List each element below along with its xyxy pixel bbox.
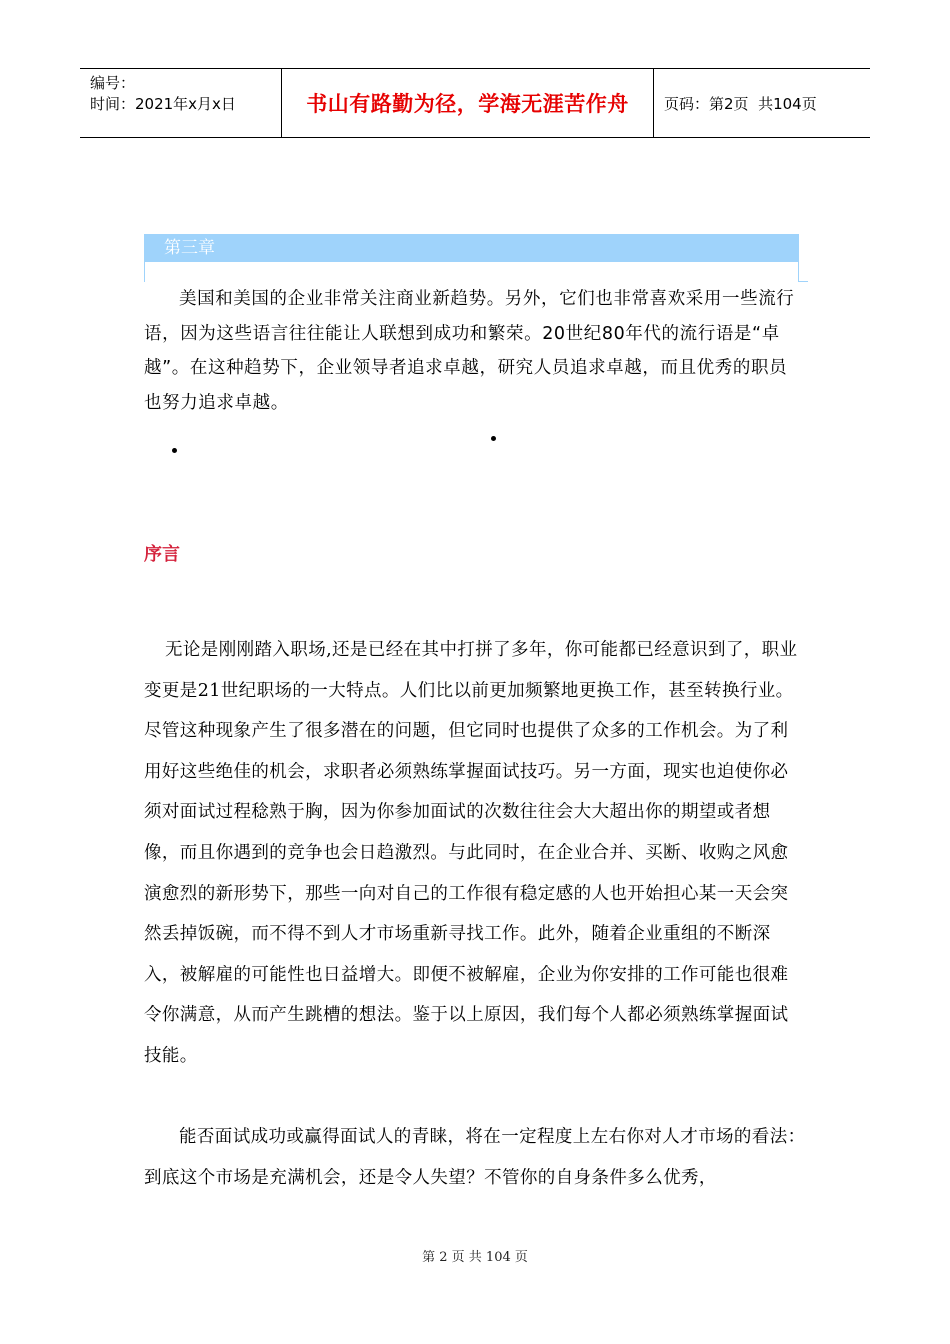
document-header — [80, 68, 870, 138]
intro-paragraph: 美国和美国的企业非常关注商业新趋势。另外，它们也非常喜欢采用一些流行语，因为这些语言往往能让人联想到成功和繁荣。20世纪80年代的流行语是“卓越”。在这种趋势下，企业领导者追求卓越，研究人员追求卓越，而且优秀的职员也努力追求卓越。 — [144, 289, 795, 413]
preface-paragraph-2: 能否面试成功或赢得面试人的青睐，将在一定程度上左右你对人才市场的看法：到底这个市场是充满机会，还是令人失望？不管你的自身条件多么优秀， — [144, 1127, 806, 1188]
document-date-label: 时间：2021年x月x日 — [90, 95, 236, 113]
motto-text: 书山有路勤为径，学海无涯苦作舟 — [306, 92, 629, 116]
header-motto — [282, 69, 654, 137]
bullet-dot — [491, 436, 496, 441]
page-footer: 第 2 页 共 104 页 — [422, 1250, 528, 1265]
preface-heading: 序言 — [144, 544, 180, 565]
bullet-dot — [172, 448, 177, 453]
header-page-info — [654, 69, 870, 137]
chapter-border-right — [798, 262, 799, 282]
preface-paragraph-1: 无论是刚刚踏入职场,还是已经在其中打拼了多年，你可能都已经意识到了，职业变更是21世纪职场的一大特点。人们比以前更加频繁地更换工作，甚至转换行业。尽管这种现象产生了很多潜在的问题，但它同时也提供了众多的工作机会。为了利用好这些绝佳的机会，求职者必须熟练掌握面试技巧。另一方面，现实也迫使你必须对面试过程稔熟于胸，因为你参加面试的次数往往会大大超出你的期望或者想像，而且你遇到的竞争也会日趋激烈。与此同时，在企业合并、买断、收购之风愈演愈烈的新形势下，那些一向对自己的工作很有稳定感的人也开始担心某一天会突然丢掉饭碗，而不得不到人才市场重新寻找工作。此外，随着企业重组的不断深入，被解雇的可能性也日益增大。即便不被解雇，企业为你安排的工作可能也很难令你满意，从而产生跳槽的想法。鉴于以上原因，我们每个人都必须熟练掌握面试技能。 — [144, 640, 798, 1066]
header-meta — [80, 69, 282, 137]
page-info-text: 页码：第2页 共104页 — [664, 94, 817, 113]
chapter-heading: 第三章 — [144, 234, 799, 262]
chapter-border-left — [144, 262, 145, 282]
document-number-label: 编号： — [90, 74, 136, 92]
